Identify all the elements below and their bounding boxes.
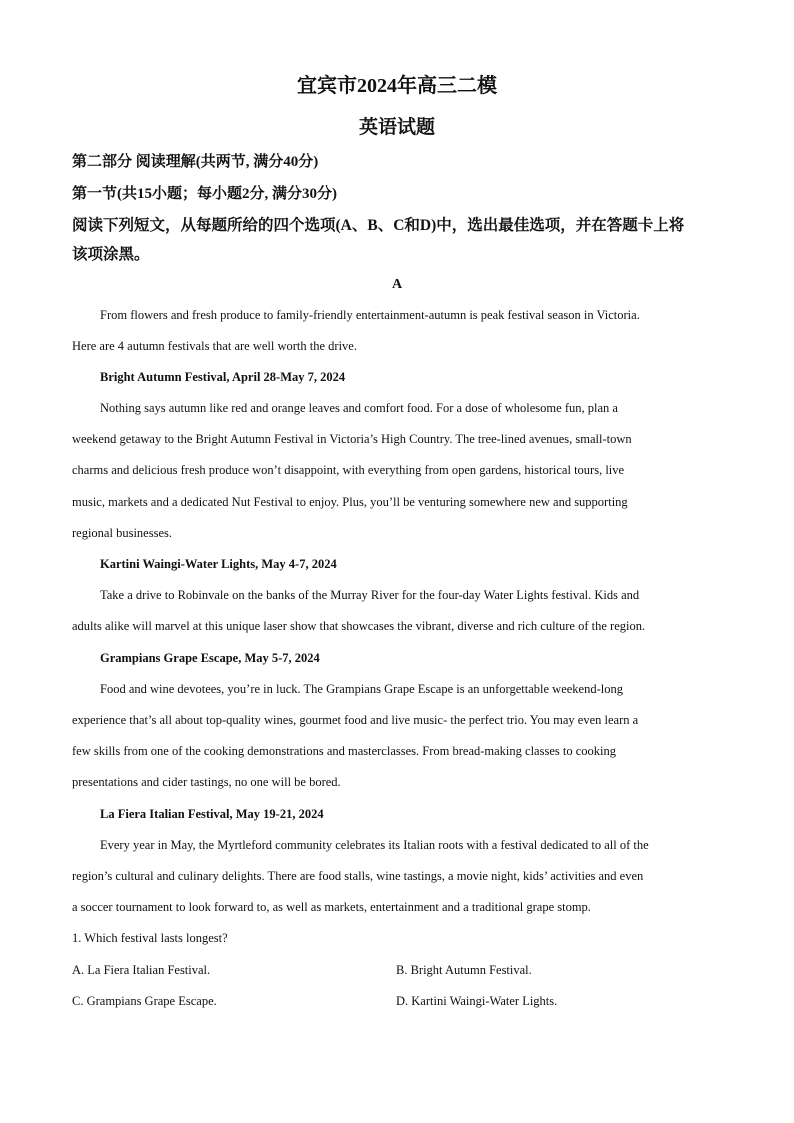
festival-heading: Kartini Waingi-Water Lights, May 4-7, 2024 bbox=[100, 557, 337, 571]
festival-line: weekend getaway to the Bright Autumn Festival in Victoria’s High Country. The tree-lined avenues, small-town bbox=[72, 432, 632, 446]
part-heading: 第二部分 阅读理解(共两节, 满分40分) bbox=[72, 154, 319, 170]
option-c: C. Grampians Grape Escape. bbox=[72, 994, 217, 1008]
festival-line: experience that’s all about top-quality wines, gourmet food and live music- the perfect trio. You may even learn a bbox=[72, 713, 639, 727]
festival-line: adults alike will marvel at this unique laser show that showcases the vibrant, diverse and rich culture of the region. bbox=[72, 619, 646, 633]
exam-title: 宜宾市2024年高三二模 bbox=[297, 75, 497, 97]
festival-line: a soccer tournament to look forward to, as well as markets, entertainment and a traditional grape stomp. bbox=[72, 900, 591, 914]
instruction-line-2: 该项涂黑。 bbox=[72, 246, 150, 263]
passage-label: A bbox=[391, 277, 403, 292]
festival-line: Every year in May, the Myrtleford community celebrates its Italian roots with a festival dedicated to all of the bbox=[100, 838, 649, 852]
intro-line: Here are 4 autumn festivals that are well worth the drive. bbox=[72, 339, 357, 353]
festival-line: Nothing says autumn like red and orange leaves and comfort food. For a dose of wholesome fun, plan a bbox=[100, 401, 618, 415]
festival-line: Food and wine devotees, you’re in luck. The Grampians Grape Escape is an unforgettable weekend-long bbox=[100, 682, 623, 696]
question-stem: 1. Which festival lasts longest? bbox=[72, 931, 228, 945]
festival-heading: Bright Autumn Festival, April 28-May 7, 2024 bbox=[100, 370, 346, 384]
festival-line: presentations and cider tastings, no one will be bored. bbox=[72, 775, 341, 789]
festival-line: few skills from one of the cooking demonstrations and masterclasses. From bread-making classes to cooking bbox=[72, 744, 616, 758]
festival-heading: Grampians Grape Escape, May 5-7, 2024 bbox=[100, 651, 320, 665]
festival-line: music, markets and a dedicated Nut Festival to enjoy. Plus, you’ll be venturing somewhere new and supporting bbox=[72, 495, 628, 509]
option-b: B. Bright Autumn Festival. bbox=[396, 963, 532, 977]
section-heading: 第一节(共15小题；每小题2分, 满分30分) bbox=[72, 186, 337, 202]
festival-heading: La Fiera Italian Festival, May 19-21, 2024 bbox=[100, 807, 324, 821]
festival-line: charms and delicious fresh produce won’t disappoint, with everything from open gardens, historical tours, live bbox=[72, 463, 625, 477]
option-d: D. Kartini Waingi-Water Lights. bbox=[396, 994, 558, 1008]
instruction-line-1: 阅读下列短文，从每题所给的四个选项(A、B、C和D)中，选出最佳选项，并在答题卡上将 bbox=[72, 217, 685, 234]
festival-line: region’s cultural and culinary delights. There are food stalls, wine tastings, a movie night, kids’ activities and even bbox=[72, 869, 644, 883]
festival-line: regional businesses. bbox=[72, 526, 172, 540]
intro-line: From flowers and fresh produce to family-friendly entertainment-autumn is peak festival season in Victoria. bbox=[100, 308, 640, 322]
festival-line: Take a drive to Robinvale on the banks of the Murray River for the four-day Water Lights festival. Kids and bbox=[100, 588, 640, 602]
option-a: A. La Fiera Italian Festival. bbox=[72, 963, 211, 977]
exam-subject: 英语试题 bbox=[358, 117, 435, 138]
